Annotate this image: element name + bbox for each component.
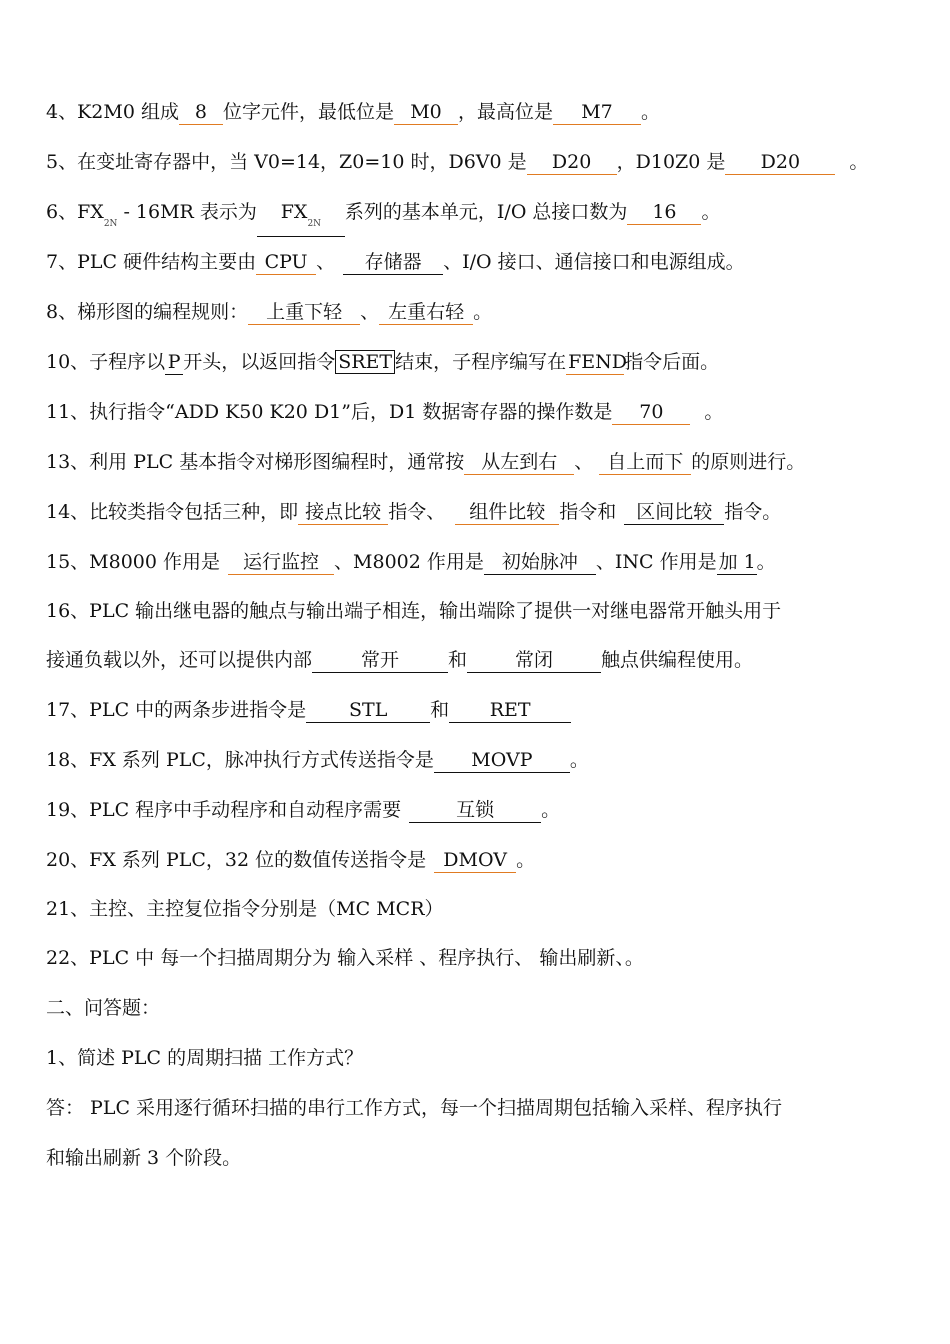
text: 16、PLC 输出继电器的触点与输出端子相连，输出端除了提供一对继电器常开触头用于 [46,600,782,622]
text: 指令、 [388,501,446,523]
text: 。 [641,101,661,123]
question-13 [46,449,906,475]
answer-blank: 左重右轻 [379,300,473,325]
text: 答： PLC 采用逐行循环扫描的串行工作方式，每一个扫描周期包括输入采样、程序执行 [46,1097,783,1119]
text: 15、M8000 作用是 [46,551,221,573]
question-22 [46,945,906,971]
answer-blank: 运行监控 [228,550,334,575]
text: 13、利用 PLC 基本指令对梯形图编程时，通常按 [46,451,465,473]
text: 。 [569,749,589,771]
text: 11、执行指令“ADD K50 K20 D1”后，D1 数据寄存器的操作数是 [46,401,613,423]
text: 的原则进行。 [691,451,806,473]
text: 。 [756,551,776,573]
text: 、M8002 作用是 [334,551,484,573]
text: 。 [516,849,536,871]
answer-blank: 互锁 [409,798,541,823]
answer-blank: MOVP [434,748,570,773]
question-8 [46,299,906,325]
text: 接通负载以外，还可以提供内部 [46,649,313,671]
answer-blank: 常闭 [467,648,601,673]
section-heading [46,995,906,1021]
answer-box: SRET [335,350,395,374]
text: 指令后面。 [624,351,720,373]
question-11 [46,399,906,425]
subscript: 2N [103,219,118,229]
answer-text: FX [280,201,308,223]
answer-line-2 [46,1145,906,1171]
text: 、 [316,251,336,273]
answer-blank: 70 [612,400,690,425]
question-16-line-1 [46,598,906,624]
text: 。 [473,301,493,323]
text: 开头，以返回指令 [183,351,336,373]
answer-blank: M7 [553,100,641,125]
text: 、INC 作用是 [595,551,717,573]
text: - 16MR 表示为 [117,201,257,223]
text: 4、K2M0 组成 [46,101,179,123]
text: ，D10Z0 是 [616,151,726,173]
text: 和 [448,649,468,671]
text: 。 [541,799,561,821]
question-20 [46,847,906,873]
text: 1、简述 PLC 的周期扫描 工作方式？ [46,1047,364,1069]
answer-blank: DMOV [434,848,516,873]
question-16-line-2 [46,647,906,673]
text: 8、梯形图的编程规则： [46,301,249,323]
answer-blank: 加 1 [718,551,756,573]
answer-blank: CPU [256,250,316,275]
answer-blank: 组件比较 [455,500,559,525]
text: 位字元件，最低位是 [222,101,394,123]
text: 结束，子程序编写在 [395,351,567,373]
text: 、 [574,451,594,473]
text: 指令。 [724,501,782,523]
essay-question-1 [46,1045,906,1071]
answer-blank: STL [306,698,430,723]
text: 14、比较类指令包括三种，即 [46,501,299,523]
question-10 [46,349,906,375]
text: 7、PLC 硬件结构主要由 [46,251,257,273]
subscript: 2N [307,219,322,229]
answer-blank: 16 [627,200,701,225]
question-6 [46,199,906,237]
question-14 [46,499,906,525]
text: 20、FX 系列 PLC，32 位的数值传送指令是 [46,849,427,871]
text: 5、在变址寄存器中，当 V0=14，Z0=10 时，D6V0 是 [46,151,527,173]
answer-blank: 常开 [312,648,448,673]
answer-blank: 从左到右 [464,450,574,475]
text: 二、问答题： [46,997,161,1019]
text: 6、FX [46,201,104,223]
text: 21、主控、主控复位指令分别是（MC MCR） [46,898,444,920]
answer-blank: D20 [725,150,835,175]
text: 。 [849,151,869,173]
answer-blank: 接点比较 [298,500,388,525]
answer-blank: P [165,350,183,375]
answer-blank: FEND [568,351,628,373]
question-7 [46,249,906,275]
text: 22、PLC 中 每一个扫描周期分为 输入采样 、程序执行、 输出刷新、。 [46,947,644,969]
question-5 [46,149,906,175]
answer-line-1 [46,1095,906,1121]
text: 17、PLC 中的两条步进指令是 [46,699,307,721]
text: 指令和 [559,501,617,523]
text: 、I/O 接口、通信接口和电源组成。 [443,251,745,273]
answer-blank: RET [449,698,571,723]
answer-blank: 存储器 [343,250,443,275]
question-17 [46,697,906,723]
text: 。 [704,401,724,423]
answer-blank: 上重下轻 [248,300,360,325]
text: 。 [701,201,721,223]
text: 、 [360,301,380,323]
text: 和输出刷新 3 个阶段。 [46,1147,242,1169]
text: 和 [430,699,450,721]
question-18 [46,747,906,773]
answer-blank: 初始脉冲 [484,550,596,575]
question-15 [46,549,906,575]
text: 触点供编程使用。 [601,649,754,671]
question-4 [46,99,906,125]
answer-blank: 8 [179,100,223,125]
text: 10、子程序以 [46,351,166,373]
answer-blank [257,200,345,237]
question-19 [46,797,906,823]
text: 系列的基本单元，I/O 总接口数为 [344,201,628,223]
answer-blank: 自上而下 [599,450,691,475]
answer-blank: M0 [394,100,458,125]
question-21 [46,896,906,922]
answer-blank: 区间比较 [624,500,724,525]
text: ，最高位是 [457,101,553,123]
text: 18、FX 系列 PLC，脉冲执行方式传送指令是 [46,749,434,771]
answer-blank: D20 [527,150,617,175]
text: 19、PLC 程序中手动程序和自动程序需要 [46,799,402,821]
